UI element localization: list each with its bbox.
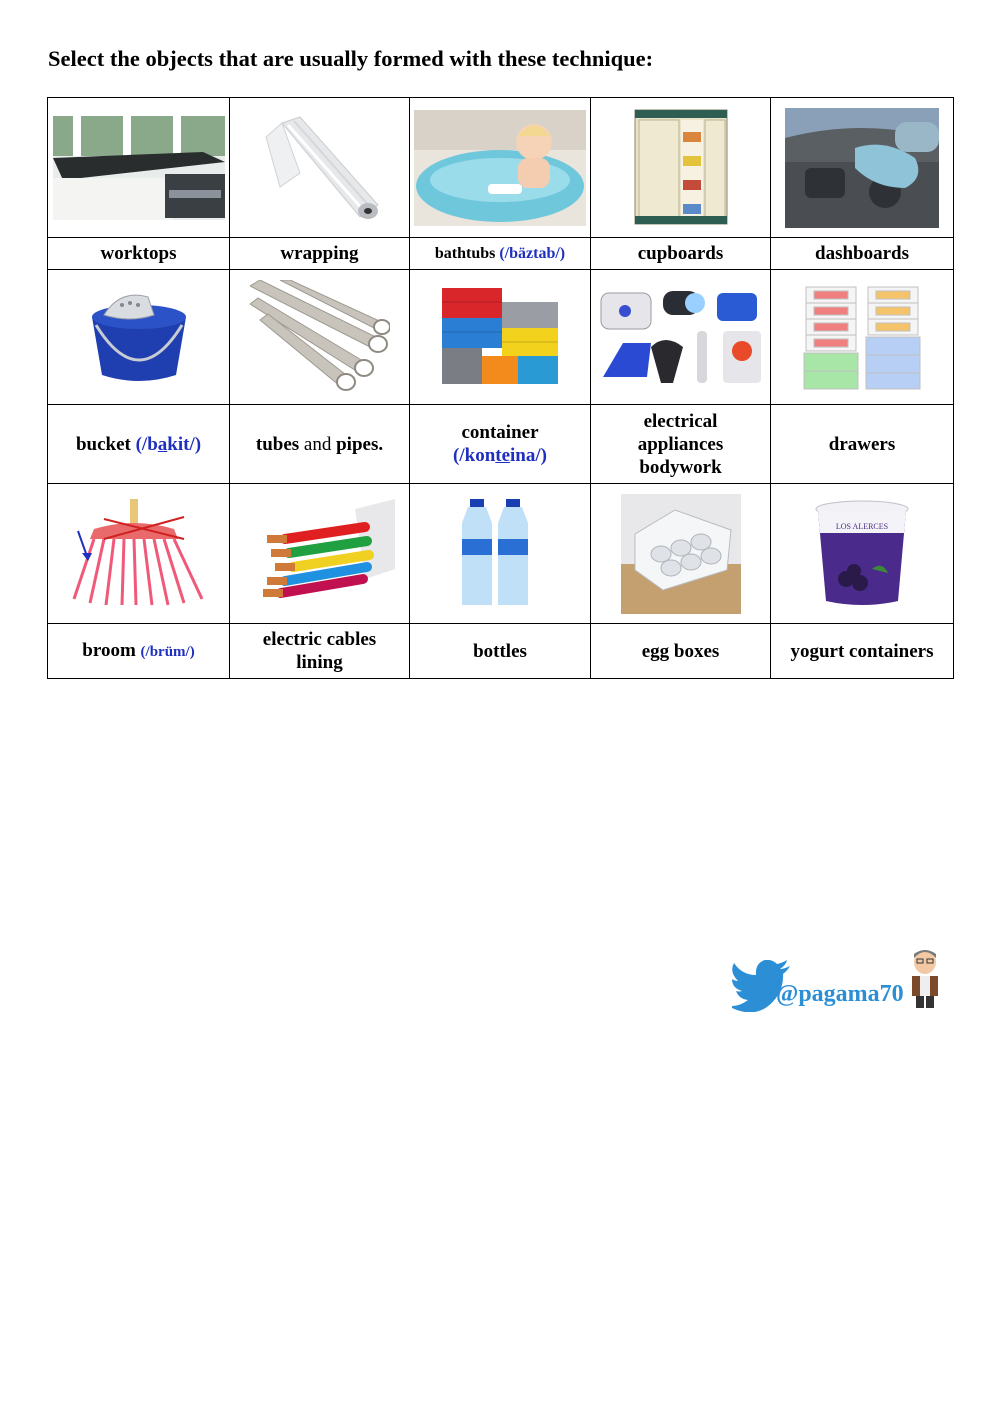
cell-tubes-image[interactable] (230, 270, 410, 405)
cell-eggbox-image[interactable] (591, 484, 771, 624)
electric-cables-photo (245, 499, 395, 609)
item-name: container (461, 422, 539, 443)
item-name: bucket (75, 433, 131, 455)
label-cupboards[interactable]: cupboards (591, 238, 771, 270)
broom-photo (64, 499, 214, 609)
baby-bathtub-photo (414, 110, 586, 226)
pronunciation: (/konteina/) (453, 445, 547, 466)
label-electric-cables[interactable]: electric cables lining (230, 624, 410, 679)
cell-bucket-image[interactable] (48, 270, 230, 405)
cell-bathtubs-image[interactable] (410, 98, 591, 238)
label-egg-boxes[interactable]: egg boxes (591, 624, 771, 679)
cell-appliances-image[interactable] (591, 270, 771, 405)
label-worktops[interactable]: worktops (48, 238, 230, 270)
cupboard-photo (633, 108, 729, 228)
water-bottles-photo (460, 499, 540, 609)
pipes-photo (250, 280, 390, 394)
pronunciation: (/bäztab/) (499, 245, 566, 262)
label-bottles[interactable]: bottles (410, 624, 591, 679)
label-container[interactable] (410, 405, 591, 484)
label-broom[interactable] (48, 624, 230, 679)
label-wrapping[interactable]: wrapping (230, 238, 410, 270)
cell-drawers-image[interactable] (771, 270, 954, 405)
cell-dashboards-image[interactable] (771, 98, 954, 238)
egg-box-photo (621, 494, 741, 614)
item-name: broom (82, 639, 136, 661)
label-bucket[interactable] (48, 405, 230, 484)
objects-table (47, 97, 954, 679)
page-title: Select the objects that are usually formed with these technique: (48, 46, 654, 71)
pronunciation: (/brüm/) (140, 643, 195, 660)
yogurt-cup-photo (812, 499, 912, 609)
car-dashboard-photo (785, 108, 939, 228)
label-dashboards[interactable]: dashboards (771, 238, 954, 270)
stacked-crates-photo (438, 282, 562, 392)
cell-broom-image[interactable] (48, 484, 230, 624)
pronunciation: (/bakit/) (135, 433, 202, 455)
mop-bucket-photo (84, 287, 194, 387)
plastic-drawers-photo (800, 281, 924, 393)
cell-container-image[interactable] (410, 270, 591, 405)
cell-wrapping-image[interactable] (230, 98, 410, 238)
appliances-photo (597, 287, 765, 387)
cell-cables-image[interactable] (230, 484, 410, 624)
plastic-wrap-photo (260, 113, 380, 223)
worktop-photo (53, 116, 225, 220)
label-bathtubs[interactable] (410, 238, 591, 270)
cell-yogurt-image[interactable] (771, 484, 954, 624)
label-electrical-appliances[interactable]: electrical appliances bodywork (591, 405, 771, 484)
label-tubes-and-pipes[interactable]: tubes and pipes. (230, 405, 410, 484)
label-yogurt-containers[interactable]: yogurt containers (771, 624, 954, 679)
cartoon-avatar (908, 948, 942, 1010)
svg-text:LOS ALERCES: LOS ALERCES (835, 521, 889, 531)
cell-cupboards-image[interactable] (591, 98, 771, 238)
cell-worktops-image[interactable] (48, 98, 230, 238)
twitter-handle[interactable]: @pagama70 (776, 981, 904, 1007)
item-name: bathtubs (434, 245, 496, 262)
label-drawers[interactable]: drawers (771, 405, 954, 484)
cell-bottles-image[interactable] (410, 484, 591, 624)
